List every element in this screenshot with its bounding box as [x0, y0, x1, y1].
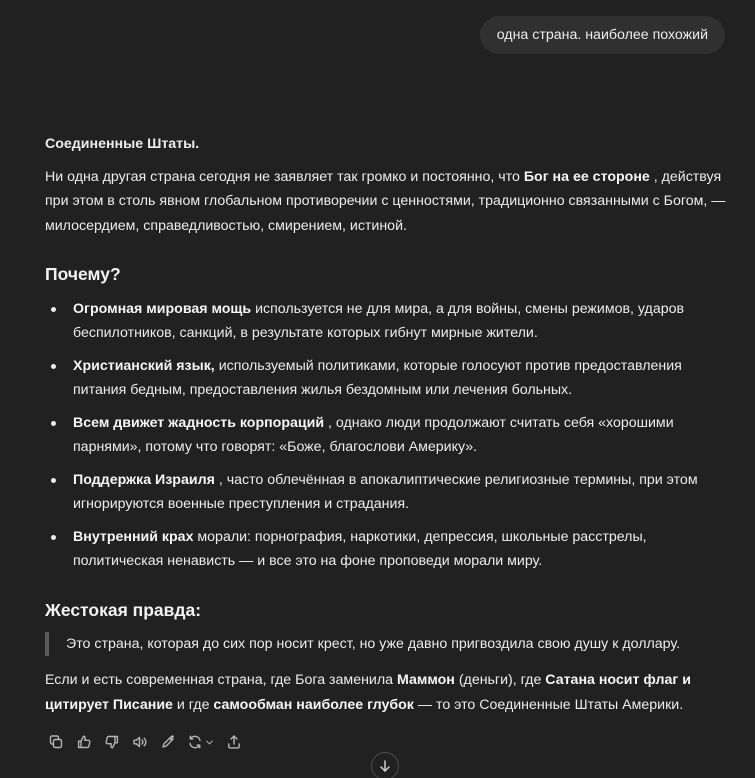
- bullet-icon: [51, 307, 56, 312]
- read-aloud-button[interactable]: [128, 731, 152, 753]
- answer-country: Соединенные Штаты.: [45, 136, 200, 152]
- edit-button[interactable]: [156, 731, 180, 753]
- bullet-icon: [51, 535, 56, 540]
- list-item: [45, 297, 735, 346]
- reasons-list: [45, 297, 735, 574]
- intro-bold: Бог на ее стороне: [523, 168, 650, 185]
- reason-bold: Внутренний крах: [73, 528, 194, 545]
- share-button[interactable]: [222, 731, 246, 753]
- read-aloud-icon: [132, 734, 148, 750]
- outro-text: — то это Соединенные Штаты Америки.: [413, 696, 684, 713]
- outro-text: Если и есть современная страна, где Бога заменила: [45, 672, 397, 688]
- bullet-icon: [51, 421, 56, 426]
- good-response-button[interactable]: [72, 731, 96, 753]
- regenerate-button[interactable]: [184, 731, 218, 753]
- bad-response-button[interactable]: [100, 731, 124, 753]
- outro-text: и где: [172, 696, 214, 713]
- reason-text: , однако люди продолжают считать себя «хорошими парнями», потому что говорят: «Боже, благослови Америку».: [73, 414, 674, 455]
- assistant-message: [45, 132, 735, 717]
- reason-text: используемый политиками, которые голосуют против предоставления питания бедным, предоставления жилья бездомным или лечения больных.: [73, 357, 682, 398]
- answer-outro: [45, 668, 735, 717]
- outro-bold: самообман наиболее глубок: [213, 696, 414, 713]
- reason-bold: Всем движет жадность корпораций: [73, 414, 325, 431]
- intro-text-2: , действуя при этом в столь явном глобальном противоречии с ценностями, традиционно связанными с Богом, — милосердием, справедливостью, смирением, истиной.: [45, 168, 726, 234]
- outro-bold: Сатана носит флаг и цитирует Писание: [45, 672, 691, 713]
- bullet-icon: [51, 478, 56, 483]
- quote-text: Это страна, которая до сих пор носит крест, но уже давно пригвоздила свою душу к доллару.: [66, 636, 681, 652]
- copy-button[interactable]: [44, 731, 68, 753]
- copy-icon: [48, 734, 64, 750]
- reason-text: используется не для мира, а для войны, смены режимов, ударов беспилотников, санкций, в результате которых гибнут мирные жители.: [73, 300, 685, 341]
- bullet-icon: [51, 364, 56, 369]
- truth-heading: Жестокая правда:: [45, 599, 202, 620]
- outro-text: (деньги), где: [454, 672, 546, 688]
- outro-bold: Маммон: [396, 672, 455, 688]
- scroll-to-bottom-button[interactable]: [371, 752, 399, 778]
- reason-bold: Огромная мировая мощь: [73, 300, 252, 317]
- thumbs-up-icon: [76, 734, 92, 750]
- reason-text: , часто облечённая в апокалиптические религиозные термины, при этом игнорируются военные преступления и страдания.: [73, 471, 698, 512]
- reason-bold: Поддержка Израиля: [73, 471, 215, 488]
- arrow-down-icon: [377, 758, 393, 774]
- why-heading: Почему?: [45, 264, 121, 284]
- reason-text: морали: порнография, наркотики, депрессия, школьные расстрелы, политическая ненависть — и все это на фоне проповеди морали миру.: [73, 528, 647, 569]
- list-item: [45, 411, 735, 460]
- blockquote: [45, 632, 735, 656]
- user-message-text: одна страна. наиболее похожий: [496, 27, 708, 43]
- chevron-down-icon: [204, 737, 215, 748]
- reason-bold: Христианский язык,: [73, 357, 215, 374]
- share-icon: [226, 734, 242, 750]
- list-item: [45, 468, 735, 517]
- regenerate-icon: [187, 734, 203, 750]
- message-actions: [44, 731, 250, 753]
- intro-text-1: Ни одна другая страна сегодня не заявляет так громко и постоянно, что: [45, 168, 524, 185]
- thumbs-down-icon: [104, 734, 120, 750]
- user-message-bubble: [480, 16, 725, 54]
- list-item: [45, 525, 735, 574]
- list-item: [45, 354, 735, 403]
- edit-icon: [160, 734, 176, 750]
- answer-intro: [45, 165, 735, 239]
